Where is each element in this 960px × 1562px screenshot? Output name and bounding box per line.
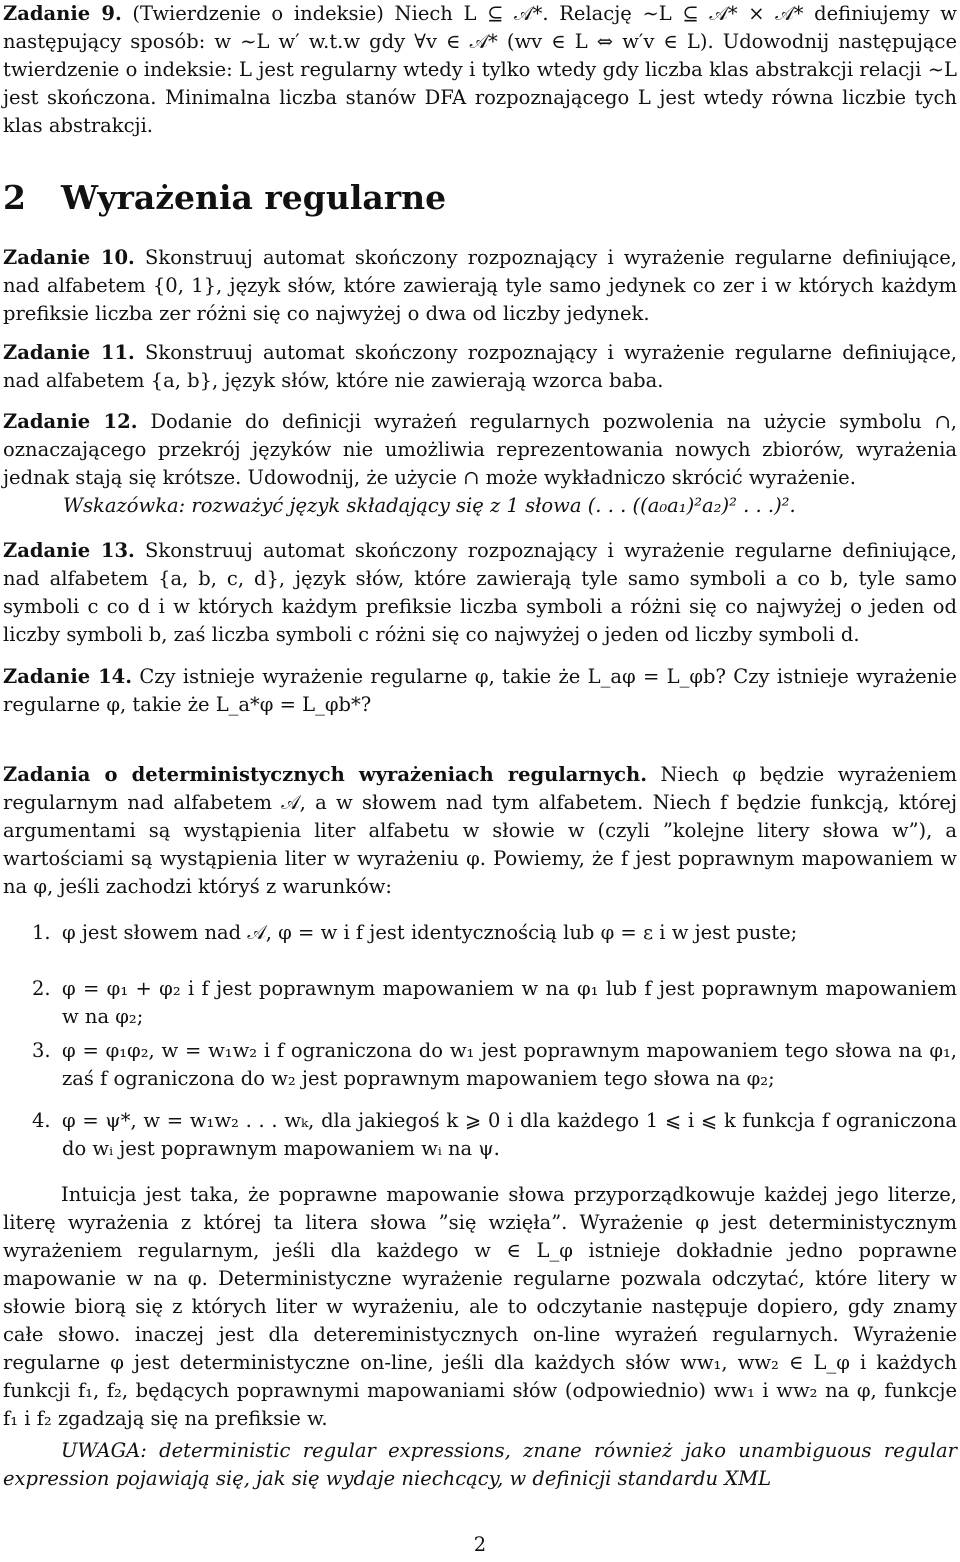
exercise-14-label: Zadanie 14. [3, 665, 132, 688]
intuition-paragraph: Intuicja jest taka, że poprawne mapowanie słowa przyporządkowuje każdej jego literze, literę wyrażenia z której ta litera słowa ”się wzięła”. Wyrażenie φ jest deterministycznym wyrażeniem regularnym, jeśli dla każdego w ∈ L_φ istnieje dokładnie jedno poprawne mapowanie w na φ. Deterministyczne wyrażenie regularne pozwala odczytać, które litery w słowie biorą się z których liter w wyrażeniu, ale to odczytanie następuje dopiero, gdy znamy całe słowo. inaczej jest dla detereministycznych on-line wyrażeń regularnych. Wyrażenie regularne φ jest deterministyczne on-line, jeśli dla każdych słów ww₁, ww₂ ∈ L_φ i każdych funkcji f₁, f₂, będących poprawnymi mapowaniami słów (odpowiednio) ww₁ i ww₂ na φ, funkcje f₁ i f₂ zgadzają się na prefiksie w. [3, 1183, 957, 1430]
deterministic-intro [3, 761, 957, 901]
deterministic-label: Zadania o deterministycznych wyrażeniach regularnych. [3, 763, 647, 786]
exercise-11-label: Zadanie 11. [3, 341, 135, 364]
deterministic-text: Niech φ będzie wyrażeniem regularnym nad alfabetem 𝒜, a w słowem nad tym alfabetem. Niech f będzie funkcją, której argumentami są wystąpienia liter alfabetu w słowie w (czyli ”kolejne litery słowa w”), a wartościami są wystąpienia liter w wyrażeniu φ. Powiemy, że f jest poprawnym mapowaniem w na φ, jeśli zachodzi któryś z warunków: [3, 763, 957, 898]
section-number: 2 [3, 178, 26, 217]
exercise-11 [3, 339, 957, 395]
page-number: 2 [473, 1533, 487, 1556]
list-item: φ = ψ*, w = w₁w₂ . . . wₖ, dla jakiegoś k ⩾ 0 i dla każdego 1 ⩽ i ⩽ k funkcja f ograniczona do wᵢ jest poprawnym mapowaniem wᵢ na ψ. [62, 1109, 957, 1160]
exercise-12-hint: Wskazówka: rozważyć język składający się z 1 słowa (. . . ((a₀a₁)²a₂)² . . .)². [63, 494, 796, 517]
exercise-10-label: Zadanie 10. [3, 246, 135, 269]
note-paragraph: UWAGA: deterministic regular expressions, znane również jako unambiguous regular expression pojawiają się, jak się wydaje niechcący, w definicji standardu XML [3, 1439, 957, 1490]
exercise-14 [3, 663, 957, 719]
exercise-10 [3, 244, 957, 328]
list-item-number: 4. [32, 1109, 51, 1132]
exercise-13 [3, 537, 957, 649]
exercise-12 [3, 408, 957, 520]
list-item: φ jest słowem nad 𝒜, φ = w i f jest identycznością lub φ = ε i w jest puste; [62, 921, 798, 944]
list-item-number: 1. [32, 921, 51, 944]
exercise-14-text: Czy istnieje wyrażenie regularne φ, takie że L_aφ = L_φb? Czy istnieje wyrażenie regularne φ, takie że L_a*φ = L_φb*? [3, 665, 957, 716]
exercise-13-text: Skonstruuj automat skończony rozpoznający i wyrażenie regularne definiujące, nad alfabetem {a, b, c, d}, język słów, które zawierają tyle samo symboli a co b, tyle samo symboli c co d i w których każdym prefiksie liczba symboli a różni się co najwyżej o jeden od liczby symboli b, zaś liczba symboli c różni się co najwyżej o jeden od liczby symboli d. [3, 539, 957, 646]
list-item: φ = φ₁φ₂, w = w₁w₂ i f ograniczona do w₁ jest poprawnym mapowaniem tego słowa na φ₁, zaś f ograniczona do w₂ jest poprawnym mapowaniem tego słowa na φ₂; [62, 1039, 957, 1090]
exercise-9 [3, 0, 957, 140]
exercise-13-label: Zadanie 13. [3, 539, 135, 562]
exercise-9-text: (Twierdzenie o indeksie) Niech L ⊆ 𝒜*. Relację ∼L ⊆ 𝒜* × 𝒜* definiujemy w następujący sposób: w ∼L w′ w.t.w gdy ∀v ∈ 𝒜* (wv ∈ L ⇔ w′v ∈ L). Udowodnij następujące twierdzenie o indeksie: L jest regularny wtedy i tylko wtedy gdy liczba klas abstrakcji relacji ∼L jest skończona. Minimalna liczba stanów DFA rozpoznającego L jest wtedy równa liczbie tych klas abstrakcji. [3, 2, 957, 137]
section-heading [3, 176, 446, 220]
exercise-11-text: Skonstruuj automat skończony rozpoznający i wyrażenie regularne definiujące, nad alfabetem {a, b}, język słów, które nie zawierają wzorca baba. [3, 341, 957, 392]
exercise-9-label: Zadanie 9. [3, 2, 122, 25]
list-item-number: 3. [32, 1039, 51, 1062]
exercise-12-label: Zadanie 12. [3, 410, 138, 433]
list-item: φ = φ₁ + φ₂ i f jest poprawnym mapowaniem w na φ₁ lub f jest poprawnym mapowaniem w na φ₂; [62, 977, 957, 1028]
exercise-10-text: Skonstruuj automat skończony rozpoznający i wyrażenie regularne definiujące, nad alfabetem {0, 1}, język słów, które zawierają tyle samo jedynek co zer i w których każdym prefiksie liczba zer różni się co najwyżej o dwa od liczby jedynek. [3, 246, 957, 325]
list-item-number: 2. [32, 977, 51, 1000]
section-title: Wyrażenia regularne [61, 178, 447, 217]
exercise-12-text: Dodanie do definicji wyrażeń regularnych pozwolenia na użycie symbolu ∩, oznaczającego przekrój języków nie umożliwia reprezentowania nowych zbiorów, wyrażenia jednak stają się krótsze. Udowodnij, że użycie ∩ może wykładniczo skrócić wyrażenie. [3, 410, 957, 489]
